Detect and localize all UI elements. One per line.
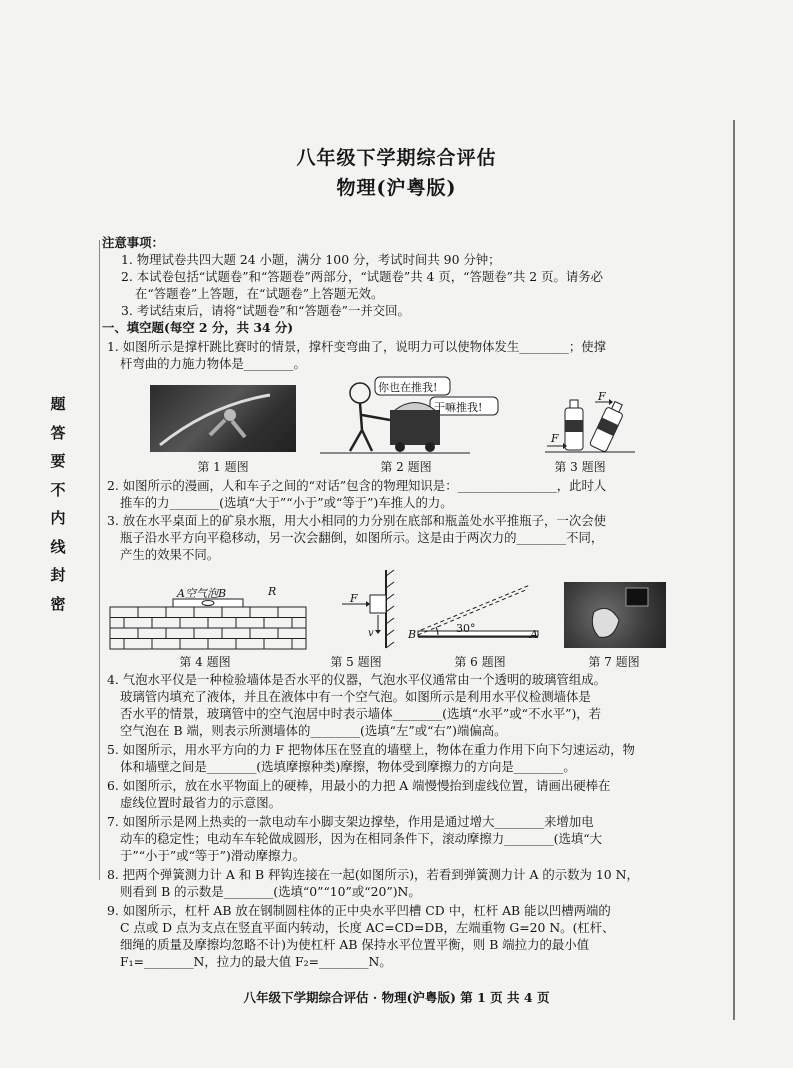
seal-char: 线 <box>50 537 66 556</box>
notice-item: 2. 本试卷包括“试题卷”和“答题卷”两部分，“试题卷”共 4 页，“答题卷”共 2 页。请务必 <box>121 269 604 284</box>
section-heading: 一、填空题(每空 2 分，共 34 分) <box>102 320 294 335</box>
question-5-line: 5. 如图所示，用水平方向的力 F 把物体压在竖直的墙壁上，物体在重力作用下向下匀速运动，物 <box>107 742 635 757</box>
question-7-line: 7. 如图所示是网上热卖的一款电动车小脚支架边撑垫，作用是通过增大________来增加电 <box>107 814 594 829</box>
fig6-caption: 第 6 题图 <box>454 655 506 669</box>
question-9-line: F₁=________N，拉力的最大值 F₂=________N。 <box>120 954 392 969</box>
question-5-line: 体和墙壁之间是________(选填摩擦种类)摩擦，物体受到摩擦力的方向是________。 <box>120 759 576 774</box>
seal-char: 答 <box>50 423 66 442</box>
question-1-line: 1. 如图所示是撑杆跳比赛时的情景，撑杆变弯曲了，说明力可以使物体发生________；使撑 <box>107 339 606 354</box>
kickstand-pad-figure <box>564 582 666 648</box>
fig3-bottles-diagram <box>545 390 635 455</box>
fig2-caption: 第 2 题图 <box>380 460 432 474</box>
question-2-line: 2. 如图所示的漫画，人和车子之间的“对话”包含的物理知识是：________________，此时人 <box>107 478 607 493</box>
notice-item: 1. 物理试卷共四大题 24 小题，满分 100 分，考试时间共 90 分钟； <box>121 252 501 267</box>
question-7-line: 于”“小于”或“等于”)滑动摩擦力。 <box>120 848 306 863</box>
question-8-line: 则看到 B 的示数是________(选填“0”“10”或“20”)N。 <box>120 884 421 899</box>
question-1-line: 杆弯曲的力施力物体是________。 <box>120 356 306 371</box>
question-9-line: 细绳的质量及摩擦均忽略不计)为使杠杆 AB 保持水平位置平衡，则 B 端拉力的最小值 <box>120 937 590 952</box>
seal-char: 要 <box>50 452 66 470</box>
fig5-v-label: v <box>368 628 374 639</box>
seal-char: 封 <box>50 566 66 584</box>
question-3-line: 3. 放在水平桌面上的矿泉水瓶，用大小相同的力分别在底部和瓶盖处水平推瓶子，一次会使 <box>107 513 606 528</box>
question-4-line: 4. 气泡水平仪是一种检验墙体是否水平的仪器，气泡水平仪通常由一个透明的玻璃管组成。 <box>107 672 606 687</box>
fig7-kickstand-pad-photo <box>564 582 666 648</box>
seal-char: 密 <box>50 594 66 613</box>
page-edge-line <box>733 120 735 1020</box>
question-9-line: 9. 如图所示，杠杆 AB 放在钢制圆柱体的正中央水平凹槽 CD 中，杠杆 AB 能以凹槽两端的 <box>107 903 611 918</box>
fig4-caption: 第 4 题图 <box>179 655 231 669</box>
question-4-line: 空气泡在 B 端，则表示所测墙体的________(选填“左”或“右”)端偏高。 <box>120 723 507 738</box>
binding-line <box>99 240 100 880</box>
fig2-person-bubble: 你也在推我! <box>378 381 438 394</box>
question-3-line: 产生的效果不同。 <box>120 547 220 562</box>
fig5-caption: 第 5 题图 <box>330 655 382 669</box>
question-3-line: 瓶子沿水平方向平稳移动，另一次会翻倒，如图所示。这是由于两次力的________不同， <box>120 530 604 545</box>
seal-char: 题 <box>50 395 66 413</box>
notice-item: 3. 考试结束后，请将“试题卷”和“答题卷”一并交回。 <box>121 303 410 318</box>
fig6-b-label: B <box>408 628 417 641</box>
fig6-a-label: A <box>530 628 538 641</box>
notice-item: 在“答题卷”上答题，在“试题卷”上答题无效。 <box>135 286 384 301</box>
fig3-label-top-f: F <box>598 390 606 403</box>
fig1-pole-vault-photo <box>150 385 296 452</box>
question-7-line: 动车的稳定性；电动车车轮做成圆形，因为在相同条件下，滚动摩擦力________(选填“大 <box>120 831 603 846</box>
question-4-line: 否水平的情景，玻璃管中的空气泡居中时表示墙体________(选填“水平”或“不水平”)，若 <box>120 706 602 721</box>
question-6-line: 6. 如图所示，放在水平物面上的硬棒，用最小的力把 A 端慢慢抬到虚线位置，请画出硬棒在 <box>107 778 611 793</box>
fig3-label-bottom-f: F <box>551 432 559 445</box>
fig6-lever-diagram <box>408 585 548 645</box>
seal-char: 内 <box>50 509 66 527</box>
question-2-line: 推车的力________(选填“大于”“小于”或“等于”)车推人的力。 <box>120 495 453 510</box>
fig5-f-label: F <box>350 592 358 605</box>
question-9-line: C 点或 D 点为支点在竖直平面内转动，长度 AC=CD=DB，左端重物 G=20 N。(杠杆、 <box>120 920 615 935</box>
pole-vault-figure <box>150 385 296 452</box>
question-4-line: 玻璃管内填充了液体，并且在液体中有一个空气泡。如图所示是利用水平仪检测墙体是 <box>120 689 591 704</box>
fig3-caption: 第 3 题图 <box>554 460 606 474</box>
seal-line-text <box>46 390 70 618</box>
fig4-r-label: R <box>268 585 277 598</box>
fig4-brick-wall <box>108 597 308 652</box>
seal-char: 不 <box>50 480 66 499</box>
page-footer: 八年级下学期综合评估 · 物理(沪粤版) 第 1 页 共 4 页 <box>243 990 550 1005</box>
question-8-line: 8. 把两个弹簧测力计 A 和 B 秤钩连接在一起(如图所示)，若看到弹簧测力计 A 的示数为 10 N， <box>107 867 639 882</box>
page-subtitle: 物理(沪粤版) <box>336 177 457 199</box>
fig1-caption: 第 1 题图 <box>197 460 249 474</box>
fig4-bubble-label: A空气泡B <box>177 587 227 600</box>
fig7-caption: 第 7 题图 <box>588 655 640 669</box>
fig2-cart-bubble: 干嘛推我! <box>434 401 483 414</box>
fig6-angle-label: 30° <box>456 622 476 635</box>
question-6-line: 虚线位置时最省力的示意图。 <box>120 795 282 810</box>
page-title: 八年级下学期综合评估 <box>296 147 497 169</box>
notice-heading: 注意事项： <box>102 235 164 250</box>
